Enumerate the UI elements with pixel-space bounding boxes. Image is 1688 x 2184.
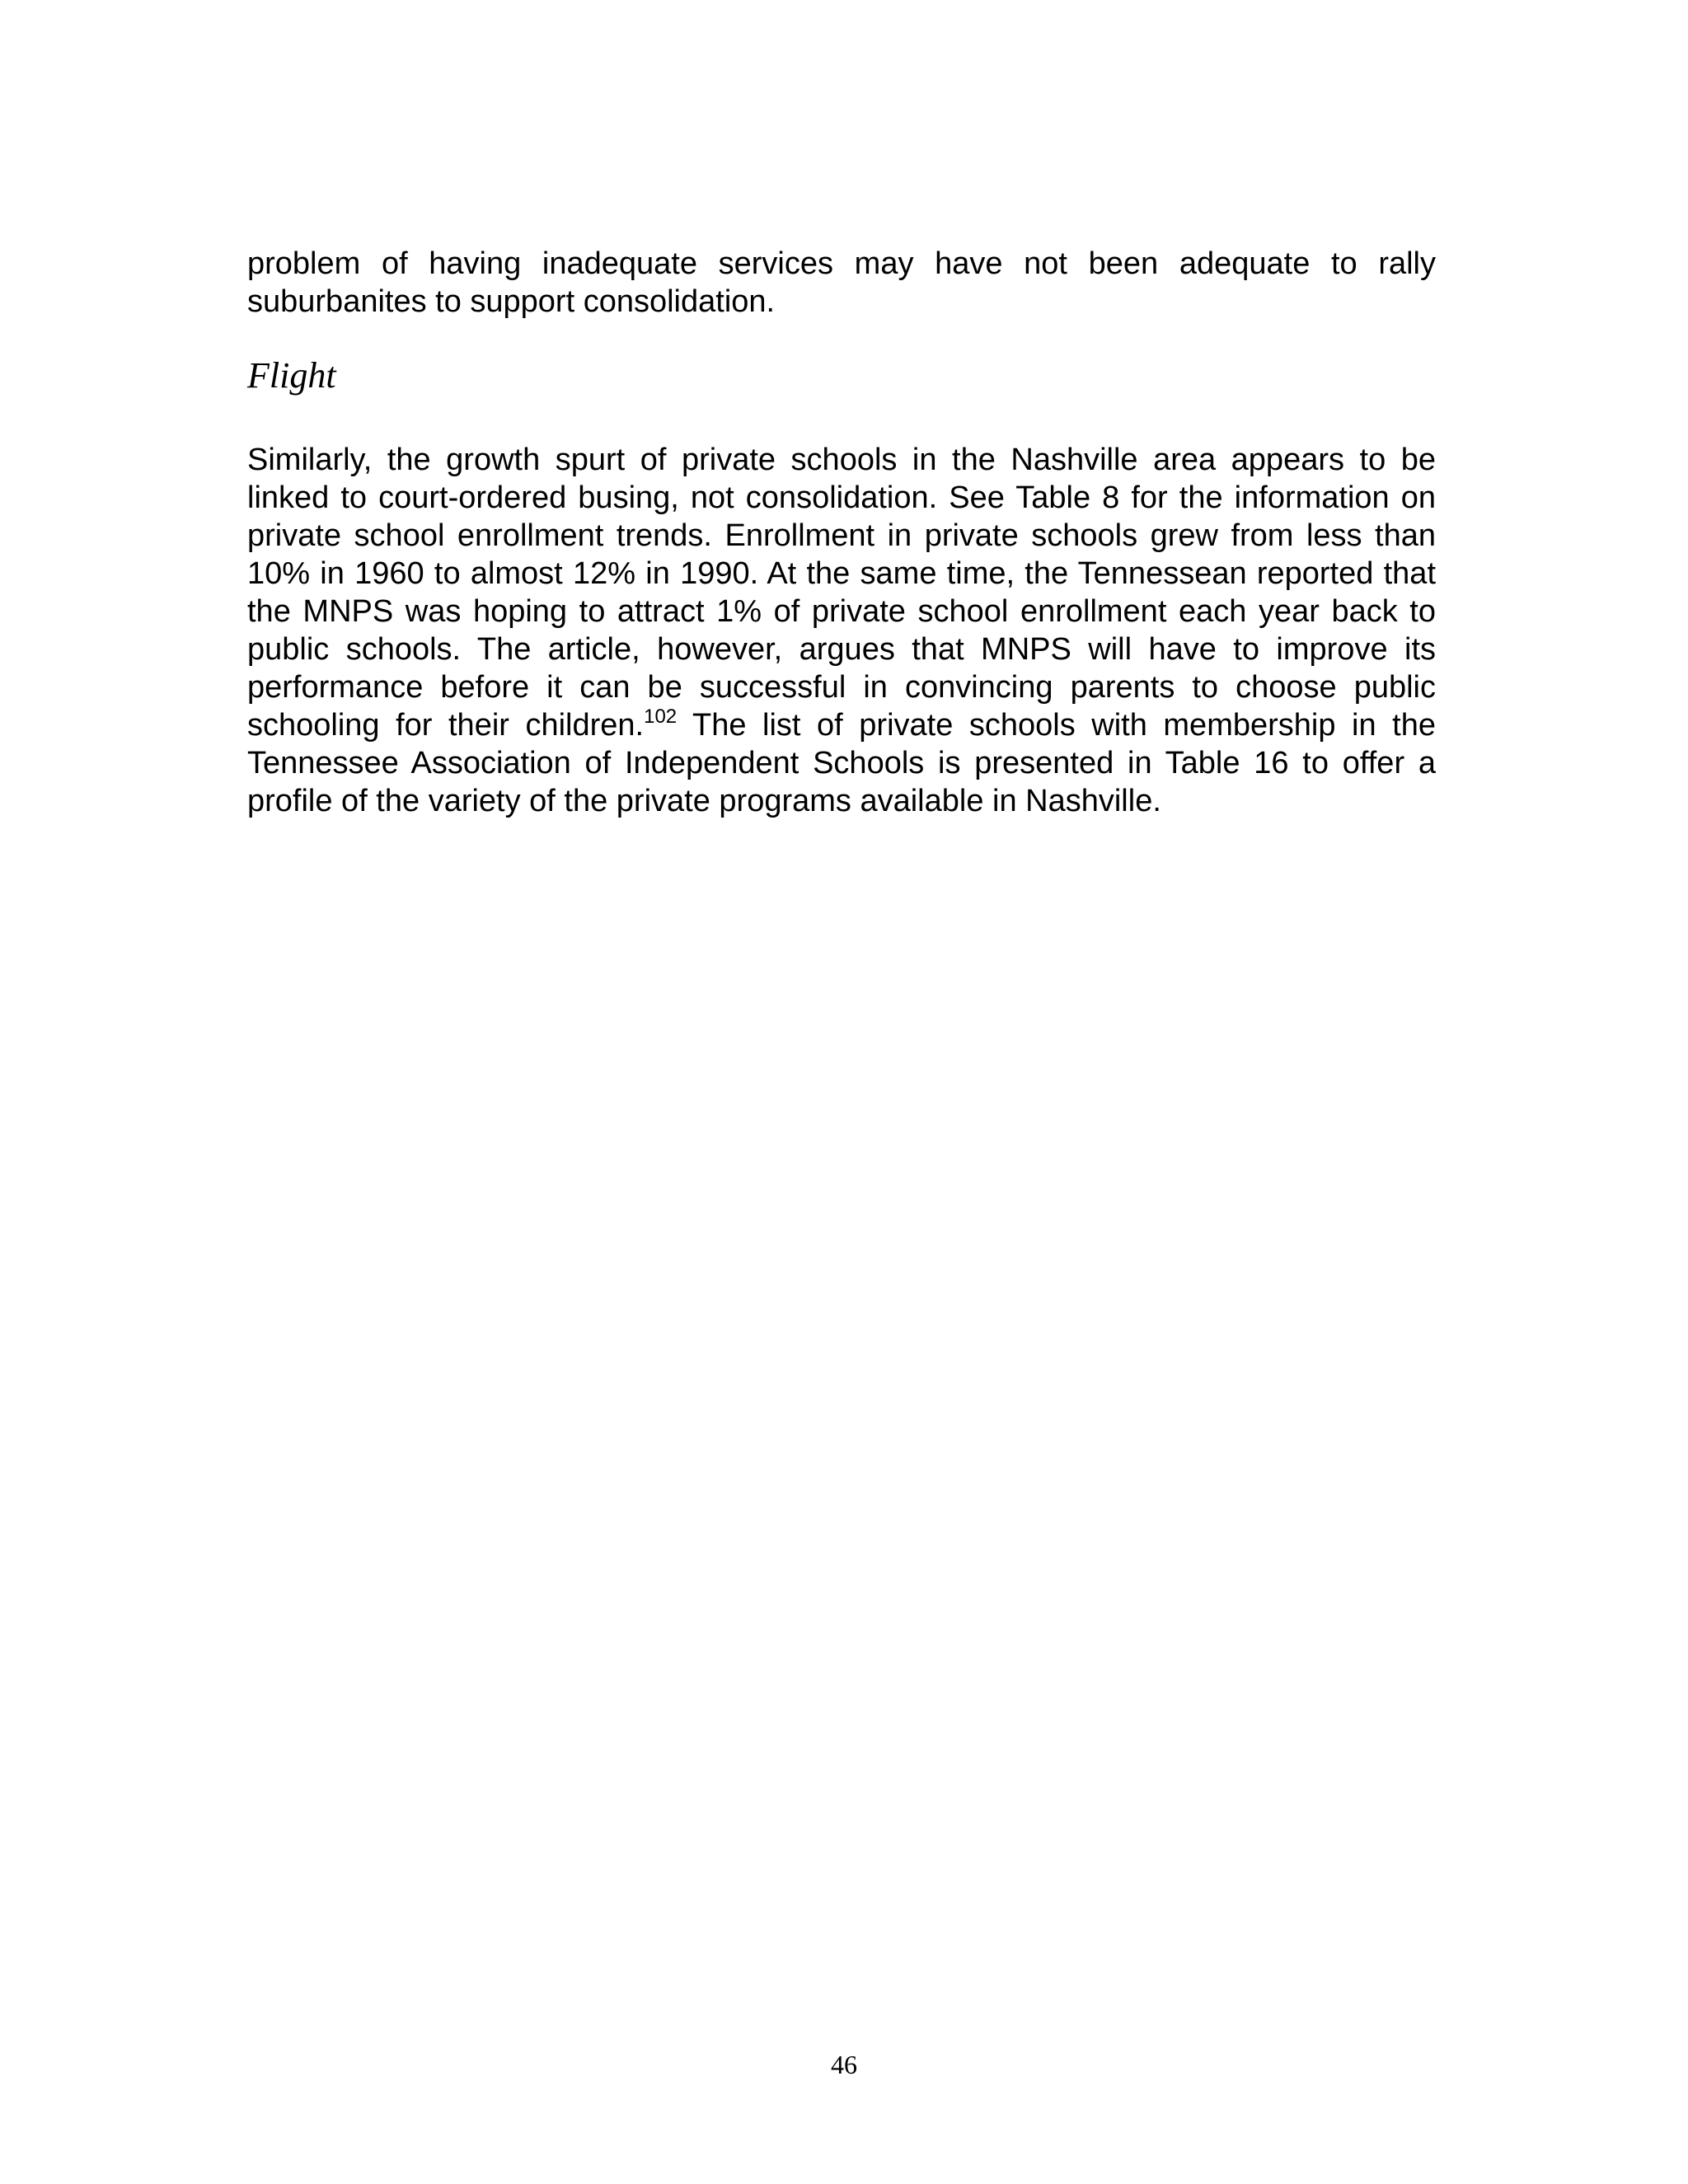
- flight-paragraph-text: Similarly, the growth spurt of private schools in the Nashville area appears to be linked to court-ordered busing, not consolidation. See Table 8 for the information on private school enrollment trends. Enrollment in private schools grew from less than 10% in 1960 to almost 12% in 1990. At the same time, the Tennessean reported that the MNPS was hoping to attract 1% of private school enrollment each year back to public schools. The article, however, argues that MNPS will have to improve its performance before it can be successful in convincing parents to choose public schooling for their children.: [247, 443, 1436, 743]
- flight-paragraph: [247, 441, 1436, 820]
- footnote-reference[interactable]: 102: [644, 705, 678, 728]
- flight-paragraph-continuation: The list of private schools with membership in the Tennessee Association of Independent Schools is presented in Table 16 to offer a profile of the variety of the private programs available in Nashville.: [247, 708, 1436, 818]
- intro-paragraph: problem of having inadequate services may have not been adequate to rally suburbanites to support consolidation.: [247, 246, 1436, 319]
- section-heading: Flight: [247, 355, 336, 396]
- page-number: 46: [831, 2050, 857, 2079]
